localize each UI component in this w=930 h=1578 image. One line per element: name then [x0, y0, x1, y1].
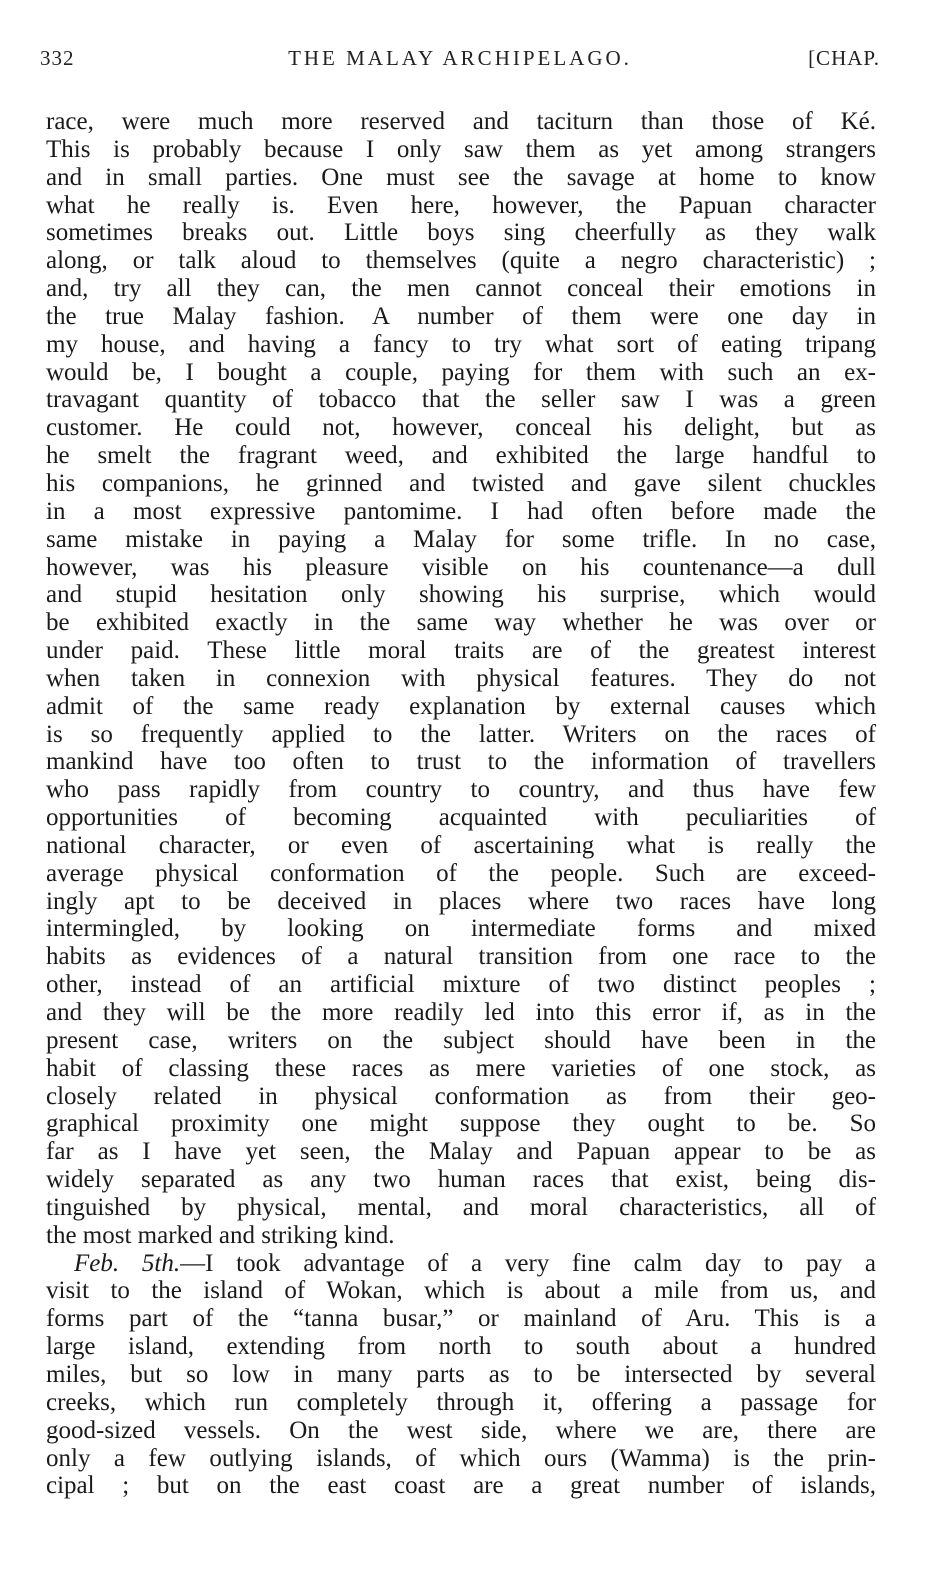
body-text — [46, 108, 876, 1500]
text-line: far as I have yet seen, the Malay and Papuan appear to be as — [46, 1138, 876, 1166]
text-line: tinguished by physical, mental, and moral characteristics, all of — [46, 1193, 876, 1221]
text-line — [46, 1250, 876, 1278]
text-line: closely related in physical conformation as from their geo- — [46, 1082, 876, 1110]
text-line: visit to the island of Wokan, which is about a mile from us, and — [46, 1277, 876, 1305]
text-line: in a most expressive pantomime. I had often before made the — [46, 497, 876, 525]
text-line: the most marked and striking kind. — [46, 1221, 395, 1249]
text-line: he smelt the fragrant weed, and exhibited the large handful to — [46, 442, 876, 470]
text-line: This is probably because I only saw them as yet among strangers — [46, 135, 876, 163]
text-line: ingly apt to be deceived in places where two races have long — [46, 887, 876, 915]
text-line: cipal ; but on the east coast are a great number of islands, — [46, 1472, 876, 1500]
text-line: habits as evidences of a natural transition from one race to the — [46, 943, 876, 971]
text-line: creeks, which run completely through it, offering a passage for — [46, 1388, 876, 1416]
text-line: and they will be the more readily led into this error if, as in the — [46, 999, 876, 1026]
text-line: his companions, he grinned and twisted and gave silent chuckles — [46, 469, 876, 497]
text-line: race, were much more reserved and taciturn than those of Ké. — [46, 108, 876, 135]
text-line: same mistake in paying a Malay for some trifle. In no case, — [46, 525, 876, 553]
text-line: mankind have too often to trust to the information of travellers — [46, 748, 876, 776]
text-line: customer. He could not, however, conceal his delight, but as — [46, 414, 876, 442]
text-line: however, was his pleasure visible on his countenance—a dull — [46, 553, 876, 581]
page-number: 332 — [40, 46, 75, 70]
text-run: —I took advantage of a very fine calm day to pay a — [180, 1249, 876, 1277]
text-line: only a few outlying islands, of which ours (Wamma) is the prin- — [46, 1444, 876, 1472]
text-line: intermingled, by looking on intermediate forms and mixed — [46, 915, 876, 943]
text-line: other, instead of an artificial mixture of two distinct peoples ; — [46, 971, 876, 999]
text-line: who pass rapidly from country to country, and thus have few — [46, 776, 876, 804]
text-line: graphical proximity one might suppose they ought to be. So — [46, 1110, 876, 1138]
running-head — [40, 46, 880, 76]
text-line: the true Malay fashion. A number of them were one day in — [46, 302, 876, 330]
text-line: forms part of the “tanna busar,” or mainland of Aru. This is a — [46, 1305, 876, 1333]
text-line: and, try all they can, the men cannot conceal their emotions in — [46, 275, 876, 303]
running-title: THE MALAY ARCHIPELAGO. — [288, 46, 632, 70]
text-line: along, or talk aloud to themselves (quite a negro characteristic) ; — [46, 247, 876, 275]
text-line: under paid. These little moral traits are of the greatest interest — [46, 637, 876, 665]
text-line: be exhibited exactly in the same way whether he was over or — [46, 609, 876, 637]
text-line: and stupid hesitation only showing his surprise, which would — [46, 581, 876, 609]
text-line: large island, extending from north to south about a hundred — [46, 1333, 876, 1361]
text-line: what he really is. Even here, however, the Papuan character — [46, 191, 876, 219]
text-line: average physical conformation of the people. Such are exceed- — [46, 859, 876, 887]
paragraph-2 — [46, 1250, 876, 1501]
chapter-marker: [CHAP. — [808, 46, 880, 70]
text-line: when taken in connexion with physical features. They do not — [46, 664, 876, 692]
text-line: travagant quantity of tobacco that the seller saw I was a green — [46, 386, 876, 414]
text-line: miles, but so low in many parts as to be intersected by several — [46, 1360, 876, 1388]
text-line: is so frequently applied to the latter. Writers on the races of — [46, 720, 876, 748]
text-line: national character, or even of ascertaining what is really the — [46, 831, 876, 859]
text-line: sometimes breaks out. Little boys sing cheerfully as they walk — [46, 219, 876, 247]
text-line: my house, and having a fancy to try what sort of eating tripang — [46, 330, 876, 358]
text-line: widely separated as any two human races that exist, being dis- — [46, 1166, 876, 1194]
text-line: present case, writers on the subject should have been in the — [46, 1026, 876, 1054]
paragraph-1 — [46, 108, 876, 1250]
text-line: opportunities of becoming acquainted with peculiarities of — [46, 804, 876, 832]
text-line: would be, I bought a couple, paying for them with such an ex- — [46, 358, 876, 386]
date-label: Feb. 5th. — [74, 1249, 181, 1277]
text-line: good-sized vessels. On the west side, where we are, there are — [46, 1416, 876, 1444]
text-line: admit of the same ready explanation by external causes which — [46, 692, 876, 720]
text-line: and in small parties. One must see the savage at home to know — [46, 163, 876, 191]
text-line: habit of classing these races as mere varieties of one stock, as — [46, 1054, 876, 1082]
